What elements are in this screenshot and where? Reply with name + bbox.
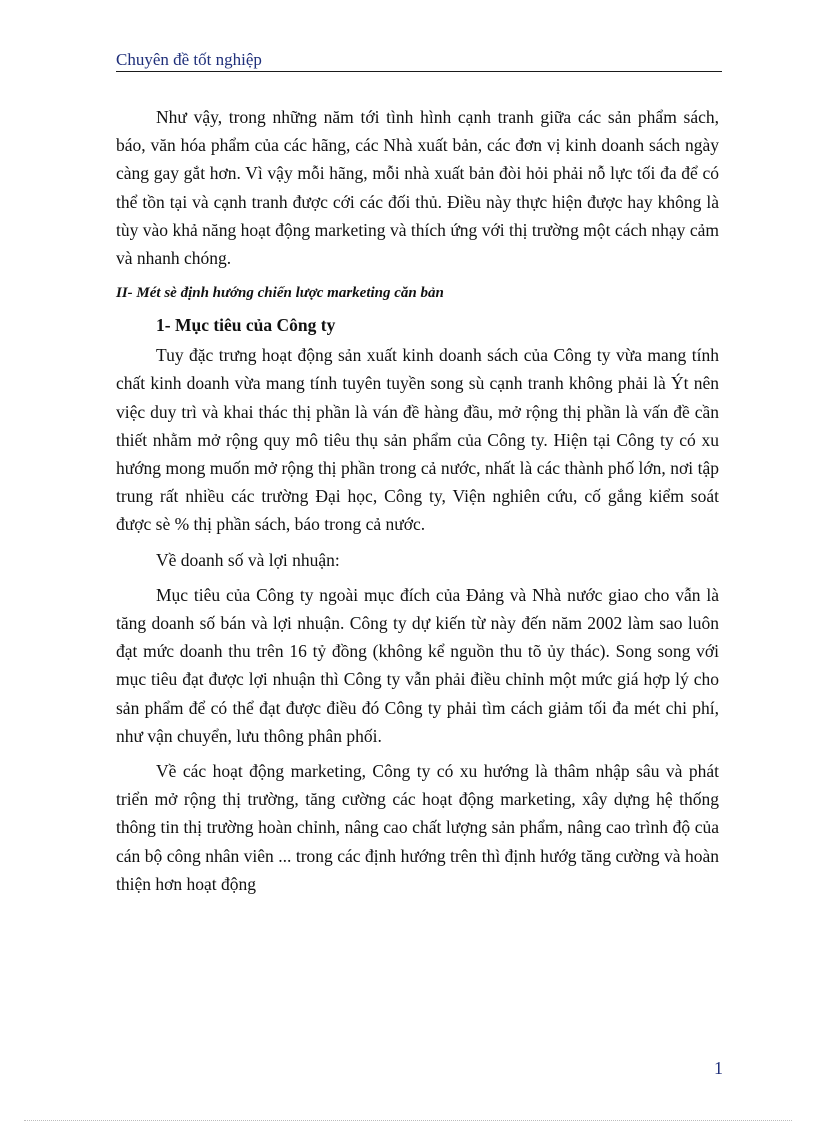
page-bottom-divider	[24, 1120, 792, 1121]
revenue-label: Về doanh số và lợi nhuận:	[156, 549, 340, 570]
subsection-heading: 1- Mục tiêu của Công ty	[156, 315, 336, 336]
section-heading: II- Mét sè định hướng chiến lược marketing căn bản	[116, 285, 444, 302]
spacer	[116, 539, 719, 546]
page-number: 1	[714, 1058, 723, 1078]
page-header	[116, 49, 722, 72]
marketing-paragraph: Về các hoạt động marketing, Công ty có xu hướng là thâm nhập sâu và phát triển mở rộng thị trường, tăng cường các hoạt động marketing, xây dựng hệ thống thông tin thị trường hoàn chỉnh, nâng cao chất lượng sản phẩm, nâng cao trình độ của cán bộ công nhân viên ... trong các định hướng trên thì định hướg tăng cường và hoàn thiện hơn hoạt động	[116, 761, 719, 894]
document-body	[116, 103, 719, 898]
spacer	[116, 750, 719, 757]
revenue-paragraph: Mục tiêu của Công ty ngoài mục đích của Đảng và Nhà nước giao cho vẫn là tăng doanh số bán và lợi nhuận. Công ty dự kiến từ này đến năm 2002 làm sao luôn đạt mức doanh thu trên 16 tỷ đồng (không kể nguồn thu tõ ủy thác). Song song với mục tiêu đạt được lợi nhuận thì Công ty vẫn phải điều chỉnh một mức giá hợp lý cho sản phẩm để có thể đạt được điều đó Công ty phải tìm cách giảm tối đa mét chi phí, như vận chuyển, lưu thông phân phối.	[116, 584, 719, 746]
intro-paragraph: Như vậy, trong những năm tới tình hình cạnh tranh giữa các sản phẩm sách, báo, văn hóa phẩm của các hãng, các Nhà xuất bản, các đơn vị kinh doanh sách ngày càng gay gắt hơn. Vì vậy mỗi hãng, mỗi nhà xuất bản đòi hỏi phải nỗ lực tối đa để có thể tồn tại và cạnh tranh được cới các đối thủ. Điều này thực hiện được hay không là tùy vào khả năng hoạt động marketing và thích ứng với thị trường một cách nhạy cảm và nhanh chóng.	[116, 107, 719, 269]
objective-paragraph: Tuy đặc trưng hoạt động sản xuất kinh doanh sách của Công ty vừa mang tính chất kinh doanh vừa mang tính tuyên tuyền song sù cạnh tranh không phải là Ýt nên việc duy trì và khai thác thị phần là ván đề hàng đầu, mở rộng thị phần là vấn đề cần thiết nhằm mở rộng quy mô tiêu thụ sản phẩm của Công ty. Hiện tại Công ty có xu hướng mong muốn mở rộng thị phần trong cả nước, nhất là các thành phố lớn, nơi tập trung rất nhiều các trường Đại học, Công ty, Viện nghiên cứu, cố gắng kiểm soát được sè % thị phần sách, báo trong cả nước.	[116, 345, 719, 535]
spacer	[116, 574, 719, 581]
header-title: Chuyên đề tốt nghiệp	[116, 50, 262, 69]
